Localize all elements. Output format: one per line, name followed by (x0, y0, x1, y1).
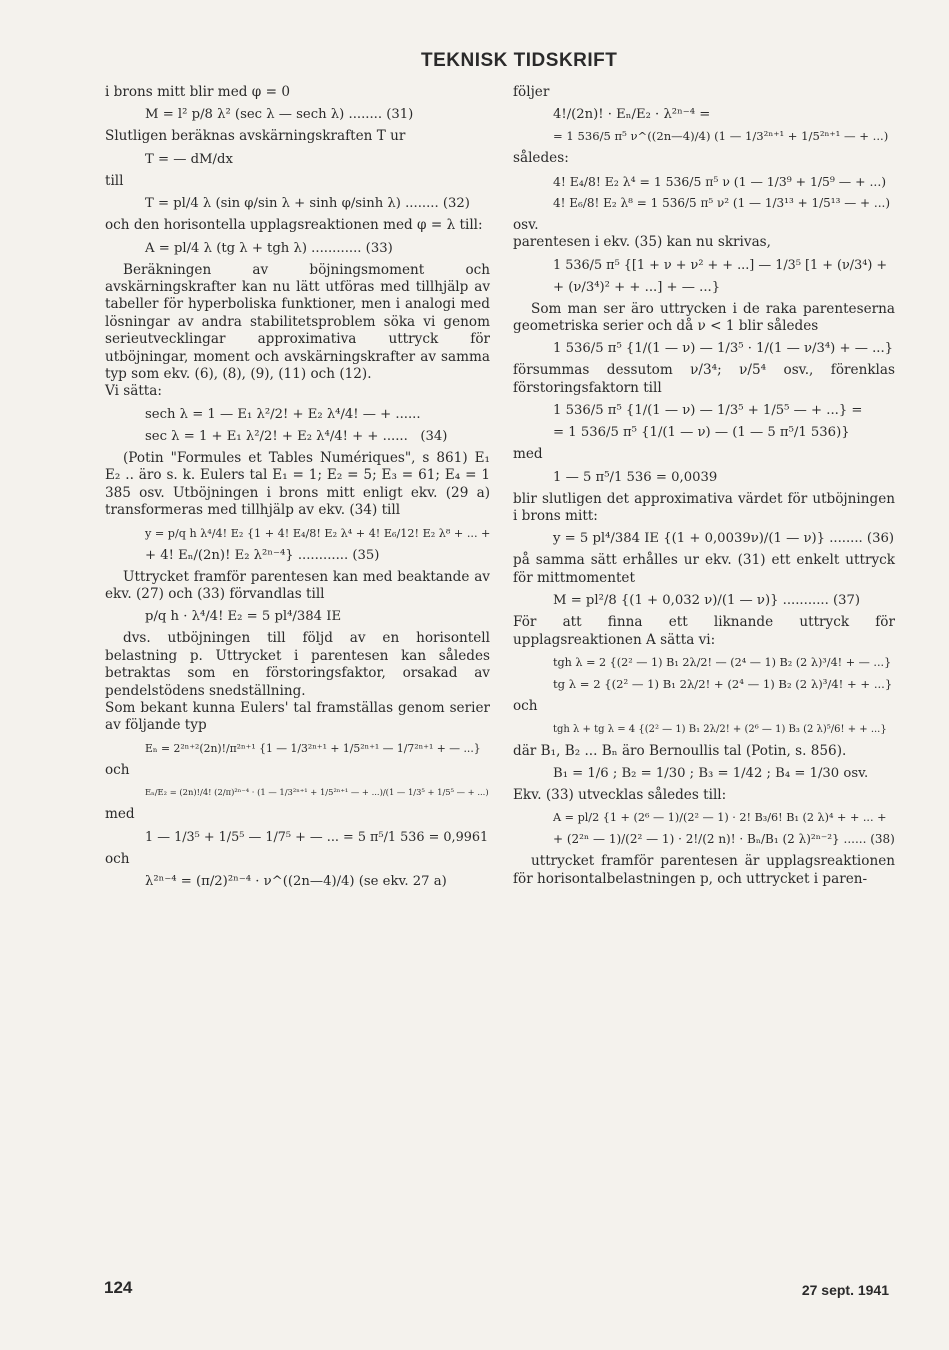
equation: M = pl²/8 {(1 + 0,032 ν)/(1 — ν)} ........... (37) (553, 593, 861, 609)
paragraph: Uttrycket framför parentesen kan med beaktande av ekv. (27) och (33) förvandlas till (105, 568, 490, 602)
paragraph: där B₁, B₂ ... Bₙ äro Bernoullis tal (Potin, s. 856). (513, 742, 847, 759)
equation: B₁ = 1/6 ; B₂ = 1/30 ; B₃ = 1/42 ; B₄ = 1/30 osv. (553, 765, 869, 781)
paragraph: Vi sätta: (105, 383, 162, 400)
page-number: 124 (104, 1278, 133, 1297)
equation: T = pl/4 λ (sin φ/sin λ + sinh φ/sinh λ) ........ (32) (145, 196, 470, 212)
equation: sech λ = 1 — E₁ λ²/2! + E₂ λ⁴/4! — + ...... (145, 406, 421, 422)
issue-date: 27 sept. 1941 (801, 1282, 889, 1298)
paragraph: med (105, 806, 135, 823)
paragraph: på samma sätt erhålles ur ekv. (31) ett enkelt uttryck för mittmomentet (513, 552, 895, 586)
paragraph: och den horisontella upplagsreaktionen med φ = λ till: (105, 217, 483, 234)
paragraph: uttrycket framför parentesen är upplagsreaktionen för horisontalbelastningen p, och uttrycket i paren- (513, 853, 895, 887)
paragraph: Beräkningen av böjningsmoment och avskärningskrafter kan nu lätt utföras med tillhjälp av tabeller för hyperboliska funktioner, men i analogi med lösningar av andra stabilitetsproblem söka vi genom serieutvecklingar approximativa uttryck för utböjningar, moment och avskärningskrafter av samma typ som ekv. (6), (8), (9), (11) och (12). (105, 261, 490, 383)
paragraph: följer (513, 84, 550, 100)
right-column (513, 84, 895, 888)
paragraph: således: (513, 150, 569, 167)
paragraph: Ekv. (33) utvecklas således till: (513, 786, 727, 803)
equation: M = l² p/8 λ² (sec λ — sech λ) ........ (31) (145, 107, 414, 123)
paragraph: osv. (513, 216, 539, 233)
equation: = 1 536/5 π⁵ ν^((2n—4)/4) (1 — 1/3²ⁿ⁺¹ + 1/5²ⁿ⁺¹ — + ...) (553, 129, 889, 144)
paragraph: försummas dessutom ν/3⁴; ν/5⁴ osv., förenklas förstoringsfaktorn till (513, 362, 895, 396)
equation: 1 536/5 π⁵ {1/(1 — ν) — 1/3⁵ + 1/5⁵ — + ...} = (553, 403, 863, 419)
paragraph: Som man ser äro uttrycken i de raka parenteserna geometriska serier och då ν < 1 blir således (513, 300, 895, 335)
paragraph: (Potin "Formules et Tables Numériques", s 861) E₁ E₂ .. äro s. k. Eulers tal E₁ = 1; E₂ = 5; E₃ = 61; E₄ = 1 385 osv. Utböjningen i brons mitt enligt ekv. (29 a) transformeras med tillhjälp av ekv. (34) till (105, 449, 490, 519)
equation: tgh λ = 2 {(2² — 1) B₁ 2λ/2! — (2⁴ — 1) B₂ (2 λ)³/4! + — ...} (553, 656, 892, 670)
equation: 1 536/5 π⁵ {1/(1 — ν) — 1/3⁵ · 1/(1 — ν/3⁴) + — ...} (553, 341, 894, 357)
equation: tg λ = 2 {(2² — 1) B₁ 2λ/2! + (2⁴ — 1) B₂ (2 λ)³/4! + + ...} (553, 677, 893, 692)
paragraph: med (513, 446, 543, 463)
paragraph: dvs. utböjningen till följd av en horisontell belastning p. Uttrycket i parentesen kan således betraktas som en förstoringsfaktor, orsakad av pendelstödens snedställning. (105, 630, 490, 699)
equation: 1 536/5 π⁵ {[1 + ν + ν² + + ...] — 1/3⁵ [1 + (ν/3⁴) + (553, 257, 888, 273)
paragraph: Som bekant kunna Eulers' tal framställas genom serier av följande typ (105, 699, 490, 734)
paragraph: och (105, 761, 130, 778)
equation: 4! E₆/8! E₂ λ⁸ = 1 536/5 π⁵ ν² (1 — 1/3¹³ + 1/5¹³ — + ...) (553, 195, 891, 210)
paragraph: till (105, 172, 124, 189)
equation: T = — dM/dx (145, 151, 233, 167)
equation: y = 5 pl⁴/384 IE {(1 + 0,0039ν)/(1 — ν)} ........ (36) (553, 531, 895, 547)
equation: A = pl/2 {1 + (2⁶ — 1)/(2² — 1) · 2! B₃/6! B₁ (2 λ)⁴ + + ... + (553, 811, 887, 825)
equation: y = p/q h λ⁴/4! E₂ {1 + 4! E₄/8! E₂ λ⁴ + 4! E₆/12! E₂ λ⁸ + ... + (145, 526, 491, 540)
equation: + (ν/3⁴)² + + ...] + — ...} (553, 279, 721, 295)
paragraph: och (513, 698, 538, 715)
equation: Eₙ/E₂ = (2n)!/4! (2/π)²ⁿ⁻⁴ · (1 — 1/3²ⁿ⁺¹ + 1/5²ⁿ⁺¹ — + ...)/(1 — 1/3⁵ + 1/5⁵ — + ...) (145, 787, 489, 798)
equation: 4!/(2n)! · Eₙ/E₂ · λ²ⁿ⁻⁴ = (553, 107, 711, 123)
equation: = 1 536/5 π⁵ {1/(1 — ν) — (1 — 5 π⁵/1 536)} (553, 425, 850, 441)
equation: + 4! Eₙ/(2n)! E₂ λ²ⁿ⁻⁴} ............ (35) (145, 547, 380, 563)
paragraph: För att finna ett liknande uttryck för upplagsreaktionen A sätta vi: (513, 614, 895, 648)
equation: 4! E₄/8! E₂ λ⁴ = 1 536/5 π⁵ ν (1 — 1/3⁹ + 1/5⁹ — + ...) (553, 173, 887, 189)
paragraph: och (105, 850, 130, 867)
equation: A = pl/4 λ (tg λ + tgh λ) ............ (33) (145, 240, 393, 256)
paragraph: Slutligen beräknas avskärningskraften T ur (105, 128, 406, 145)
equation: 1 — 1/3⁵ + 1/5⁵ — 1/7⁵ + — ... = 5 π⁵/1 536 = 0,9961 (145, 829, 489, 845)
equation: p/q h · λ⁴/4! E₂ = 5 pl⁴/384 IE (145, 609, 342, 625)
equation: λ²ⁿ⁻⁴ = (π/2)²ⁿ⁻⁴ · ν^((2n—4)/4) (se ekv. 27 a) (145, 873, 447, 889)
equation: tgh λ + tg λ = 4 {(2² — 1) B₁ 2λ/2! + (2⁶ — 1) B₃ (2 λ)⁵/6! + + ...} (553, 723, 887, 735)
journal-header: TEKNISK TIDSKRIFT (421, 50, 618, 71)
equation: 1 — 5 π⁵/1 536 = 0,0039 (553, 469, 718, 485)
paragraph: parentesen i ekv. (35) kan nu skrivas, (513, 234, 771, 251)
equation: + (2²ⁿ — 1)/(2² — 1) · 2!/(2 n)! · Bₙ/B₁ (2 λ)²ⁿ⁻²} ...... (38) (553, 832, 895, 847)
equation: Eₙ = 2²ⁿ⁺²(2n)!/π²ⁿ⁺¹ {1 — 1/3²ⁿ⁺¹ + 1/5²ⁿ⁺¹ — 1/7²ⁿ⁺¹ + — ...} (145, 741, 481, 755)
paragraph: i brons mitt blir med φ = 0 (105, 84, 290, 100)
equation: sec λ = 1 + E₁ λ²/2! + E₂ λ⁴/4! + + ...... (34) (145, 428, 448, 444)
left-column (105, 84, 490, 895)
paragraph: blir slutligen det approximativa värdet för utböjningen i brons mitt: (513, 490, 895, 525)
